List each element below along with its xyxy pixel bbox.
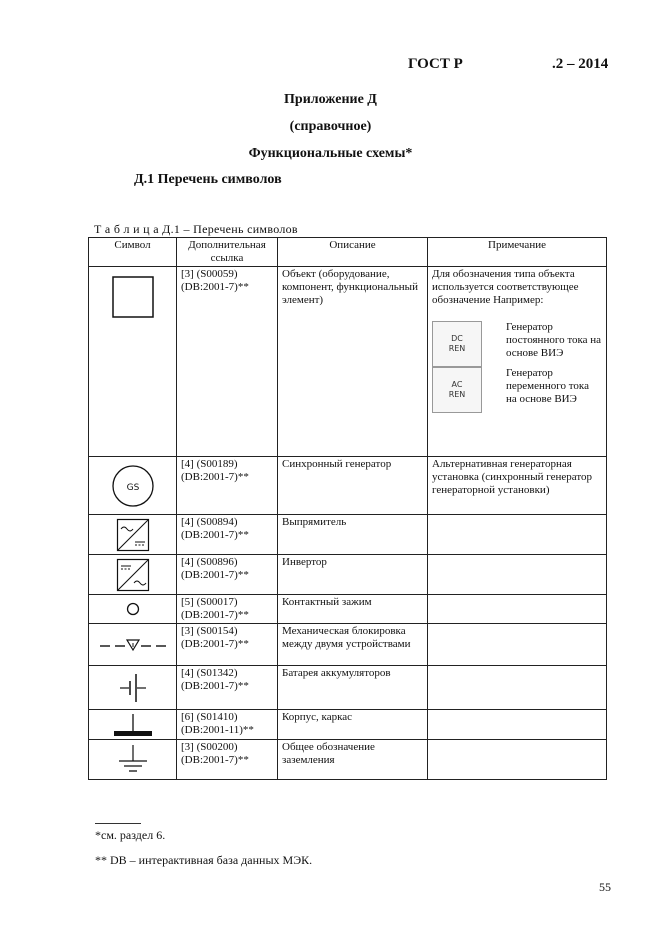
rectifier-symbol-icon xyxy=(116,518,150,552)
table-row xyxy=(89,267,607,457)
table-row xyxy=(89,624,607,666)
ac-ren-line1: AC xyxy=(451,380,463,389)
ref-cell: [5] (S00017) (DB:2001-7)** xyxy=(177,595,278,624)
ac-ren-text: Генератор переменного тока на основе ВИЭ xyxy=(506,367,589,405)
symbol-cell xyxy=(89,457,177,515)
battery-symbol-icon xyxy=(118,671,148,705)
generator-symbol-icon xyxy=(110,463,156,509)
dc-ren-text: Генератор постоянного тока на основе ВИЭ xyxy=(506,321,602,359)
header-ref: Дополнительная ссылка xyxy=(177,238,278,267)
symbol-cell xyxy=(89,267,177,457)
note-cell xyxy=(428,555,607,595)
symbol-cell xyxy=(89,624,177,666)
note-cell xyxy=(428,740,607,780)
ref-cell: [4] (S00894) (DB:2001-7)** xyxy=(177,515,278,555)
appendix-status: (справочное) xyxy=(289,119,372,134)
ground-symbol-icon xyxy=(115,743,151,777)
appendix-title: Приложение Д xyxy=(284,92,377,107)
desc-cell: Механическая блокировка между двумя устройствами xyxy=(278,624,428,666)
example-dc xyxy=(432,321,602,367)
page-number: 55 xyxy=(599,880,611,894)
table-header-row xyxy=(89,238,607,267)
note-cell: Альтернативная генераторная установка (синхронный генератор генераторной установки) xyxy=(428,457,607,515)
frame-symbol-icon xyxy=(111,712,155,738)
generator-label: GS xyxy=(126,482,139,493)
header-number: .2 – 2014 xyxy=(552,56,609,72)
table-caption: Т а б л и ц а Д.1 – Перечень символов xyxy=(94,222,298,236)
note-cell xyxy=(428,666,607,710)
ref-cell: [4] (S01342) (DB:2001-7)** xyxy=(177,666,278,710)
ref-cell: [3] (S00059) (DB:2001-7)** xyxy=(177,267,278,457)
table-row xyxy=(89,666,607,710)
appendix-name: Функциональные схемы* xyxy=(248,146,413,161)
table-row xyxy=(89,515,607,555)
symbol-cell xyxy=(89,555,177,595)
ref-cell: [4] (S00189) (DB:2001-7)** xyxy=(177,457,278,515)
desc-cell: Контактный зажим xyxy=(278,595,428,624)
dc-ren-line1: DC xyxy=(451,334,463,343)
ref-cell: [6] (S01410) (DB:2001-11)** xyxy=(177,710,278,740)
ref-cell: [3] (S00200) (DB:2001-7)** xyxy=(177,740,278,780)
header-desc: Описание xyxy=(278,238,428,267)
footnote-1: *см. раздел 6. xyxy=(95,828,166,842)
ref-cell: [3] (S00154) (DB:2001-7)** xyxy=(177,624,278,666)
ac-ren-icon xyxy=(432,367,482,413)
symbol-cell xyxy=(89,515,177,555)
header-note: Примечание xyxy=(428,238,607,267)
ref-cell: [4] (S00896) (DB:2001-7)** xyxy=(177,555,278,595)
example-ac xyxy=(432,367,602,413)
footnote-separator xyxy=(95,823,141,824)
table-row xyxy=(89,595,607,624)
symbol-cell xyxy=(89,595,177,624)
square-symbol-icon xyxy=(111,275,155,319)
desc-cell: Синхронный генератор xyxy=(278,457,428,515)
interlock-symbol-icon xyxy=(98,635,168,655)
symbol-cell xyxy=(89,666,177,710)
note-cell xyxy=(428,515,607,555)
table-row xyxy=(89,710,607,740)
note-cell xyxy=(428,267,607,457)
desc-cell: Общее обозначение заземления xyxy=(278,740,428,780)
table-row xyxy=(89,457,607,515)
dc-ren-line2: REN xyxy=(448,344,466,353)
table-row xyxy=(89,555,607,595)
footnote-2: ** DB – интерактивная база данных МЭК. xyxy=(95,853,313,867)
table-row xyxy=(89,740,607,780)
section-title: Д.1 Перечень символов xyxy=(134,172,282,187)
inverter-symbol-icon xyxy=(116,558,150,592)
note-text: Для обозначения типа объекта используется соответствующее обозначение Например: xyxy=(432,268,579,306)
desc-cell: Корпус, каркас xyxy=(278,710,428,740)
symbol-cell xyxy=(89,710,177,740)
note-cell xyxy=(428,710,607,740)
header-symbol: Символ xyxy=(89,238,177,267)
symbols-table xyxy=(88,237,607,780)
header-standard: ГОСТ Р xyxy=(408,56,463,72)
note-cell xyxy=(428,595,607,624)
dc-ren-icon xyxy=(432,321,482,367)
symbol-cell xyxy=(89,740,177,780)
desc-cell: Инвертор xyxy=(278,555,428,595)
desc-cell: Выпрямитель xyxy=(278,515,428,555)
desc-cell: Батарея аккумуляторов xyxy=(278,666,428,710)
desc-cell: Объект (оборудование, компонент, функциональный элемент) xyxy=(278,267,428,457)
terminal-symbol-icon xyxy=(125,601,141,617)
note-cell xyxy=(428,624,607,666)
ac-ren-line2: REN xyxy=(448,390,466,399)
